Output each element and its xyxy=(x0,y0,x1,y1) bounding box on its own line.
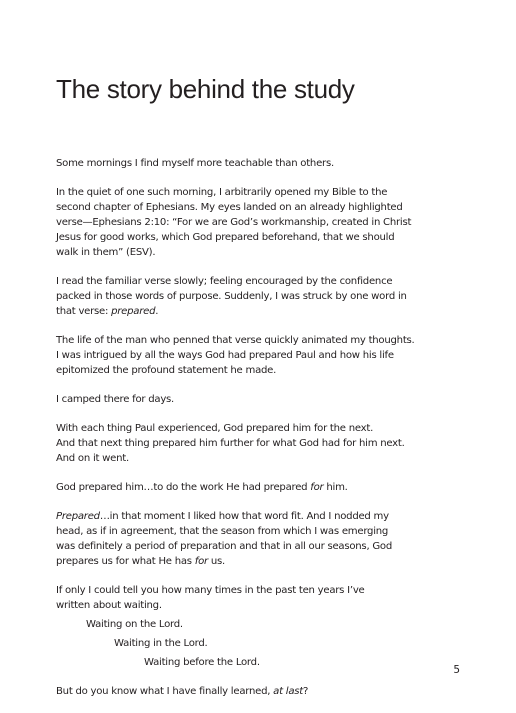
text-line: verse—Ephesians 2:10: “For we are God’s workmanship, created in Christ xyxy=(56,217,412,228)
text-fragment: us. xyxy=(207,556,225,567)
text-line: And on it went. xyxy=(56,453,129,464)
text-fragment: God prepared him…to do the work He had prepared xyxy=(56,482,311,493)
emphasized-word: for xyxy=(310,482,324,493)
text-fragment: him. xyxy=(323,482,348,493)
paragraph-8 xyxy=(56,509,456,569)
emphasized-word: Prepared xyxy=(56,511,100,522)
emphasized-word: prepared xyxy=(111,306,156,317)
text-line: Waiting before the Lord. xyxy=(144,657,260,668)
text-fragment: But do you know what I have finally learned, xyxy=(56,686,274,697)
text-line: epitomized the profound statement he made. xyxy=(56,365,277,376)
page-number: 5 xyxy=(453,664,460,676)
text-line: Waiting on the Lord. xyxy=(86,619,183,630)
text-line: second chapter of Ephesians. My eyes landed on an already highlighted xyxy=(56,202,403,213)
closing-paragraph xyxy=(56,684,456,699)
paragraph-1 xyxy=(56,156,456,171)
text-line: Waiting in the Lord. xyxy=(114,638,208,649)
body-text xyxy=(56,156,456,713)
text-line: walk in them” (ESV). xyxy=(56,247,156,258)
text-line: If only I could tell you how many times in the past ten years I’ve xyxy=(56,585,365,596)
emphasized-word: at last xyxy=(273,686,303,697)
waiting-line-1 xyxy=(56,617,456,632)
text-line xyxy=(56,554,456,569)
text-fragment: prepares us for what He has xyxy=(56,556,195,567)
text-line: written about waiting. xyxy=(56,600,162,611)
text-fragment: ? xyxy=(302,686,309,697)
text-fragment: …in that moment I liked how that word fit. And I nodded my xyxy=(99,511,389,522)
paragraph-7 xyxy=(56,480,456,495)
paragraph-6 xyxy=(56,421,456,466)
page-title: The story behind the study xyxy=(56,74,355,104)
text-line: The life of the man who penned that verse quickly animated my thoughts. xyxy=(56,335,415,346)
text-line: was definitely a period of preparation and that in all our seasons, God xyxy=(56,541,393,552)
text-line: head, as if in agreement, that the season from which I was emerging xyxy=(56,526,389,537)
text-line: In the quiet of one such morning, I arbitrarily opened my Bible to the xyxy=(56,187,388,198)
paragraph-2 xyxy=(56,185,456,260)
text-line: I camped there for days. xyxy=(56,394,175,405)
text-fragment: . xyxy=(155,306,159,317)
text-line: I read the familiar verse slowly; feeling encouraged by the confidence xyxy=(56,276,393,287)
text-line: Jesus for good works, which God prepared beforehand, that we should xyxy=(56,232,395,243)
paragraph-9 xyxy=(56,583,456,613)
waiting-line-3 xyxy=(56,655,456,670)
text-line: packed in those words of purpose. Suddenly, I was struck by one word in xyxy=(56,291,407,302)
text-line xyxy=(56,480,456,495)
text-line: I was intrigued by all the ways God had prepared Paul and how his life xyxy=(56,350,394,361)
text-line: With each thing Paul experienced, God prepared him for the next. xyxy=(56,423,374,434)
text-line: Some mornings I find myself more teachable than others. xyxy=(56,158,334,169)
text-line xyxy=(56,509,456,524)
waiting-line-2 xyxy=(56,636,456,651)
emphasized-word: for xyxy=(194,556,208,567)
text-line xyxy=(56,304,456,319)
text-line xyxy=(56,684,456,699)
text-fragment: that verse: xyxy=(56,306,112,317)
paragraph-5 xyxy=(56,392,456,407)
paragraph-3 xyxy=(56,274,456,319)
text-line: And that next thing prepared him further for what God had for him next. xyxy=(56,438,405,449)
paragraph-4 xyxy=(56,333,456,378)
